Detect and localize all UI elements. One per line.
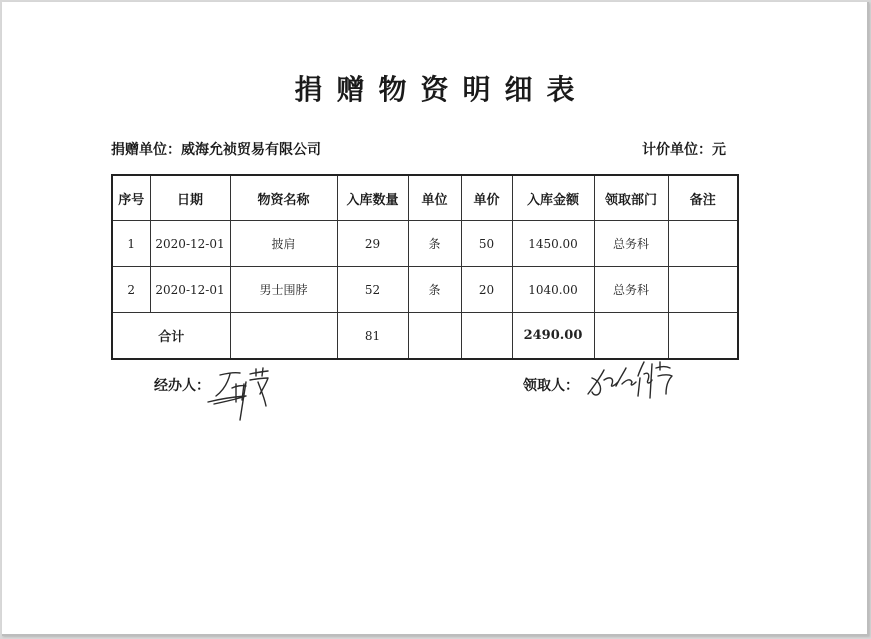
header-cell-item-name: 物资名称: [230, 175, 337, 221]
total-empty-cell: [230, 313, 337, 360]
table-header-row: [112, 175, 738, 221]
header-cell-unit: 单位: [408, 175, 461, 221]
price-unit-label: 计价单位：: [642, 142, 712, 158]
cell-amount: 1450.00: [512, 221, 594, 267]
header-cell-department: 领取部门: [594, 175, 668, 221]
handler-signature: [206, 366, 278, 422]
receiver-signature: [586, 356, 676, 404]
cell-unit-price: 20: [461, 267, 512, 313]
header-cell-amount: 入库金额: [512, 175, 594, 221]
cell-unit-price: 50: [461, 221, 512, 267]
cell-item-name: 披肩: [230, 221, 337, 267]
table-row: [112, 267, 738, 313]
header-cell-quantity: 入库数量: [337, 175, 408, 221]
header-cell-unit-price: 单价: [461, 175, 512, 221]
handler-label: 经办人：: [154, 378, 210, 394]
cell-item-name: 男士围脖: [230, 267, 337, 313]
price-unit-value: 元: [712, 142, 726, 158]
document-page: [2, 2, 869, 636]
total-amount: 2490.00: [512, 313, 594, 360]
receiver-label: 领取人：: [523, 378, 579, 394]
cell-quantity: 52: [337, 267, 408, 313]
donor-info: [111, 139, 321, 159]
total-label: 合计: [112, 313, 230, 360]
total-quantity: 81: [337, 313, 408, 360]
donor-label: 捐赠单位：: [111, 142, 181, 158]
donation-detail-table: [111, 174, 739, 360]
price-unit-info: [642, 139, 726, 159]
total-empty-cell: [594, 313, 668, 360]
cell-department: 总务科: [594, 267, 668, 313]
total-empty-cell: [461, 313, 512, 360]
header-cell-remarks: 备注: [668, 175, 738, 221]
table-row: [112, 221, 738, 267]
header-cell-index: 序号: [112, 175, 150, 221]
cell-unit: 条: [408, 221, 461, 267]
cell-amount: 1040.00: [512, 267, 594, 313]
total-empty-cell: [668, 313, 738, 360]
cell-unit: 条: [408, 267, 461, 313]
cell-remarks: [668, 267, 738, 313]
cell-date: 2020-12-01: [150, 221, 230, 267]
header-cell-date: 日期: [150, 175, 230, 221]
cell-remarks: [668, 221, 738, 267]
donor-name: 威海允祯贸易有限公司: [181, 142, 321, 158]
table-total-row: [112, 313, 738, 360]
cell-department: 总务科: [594, 221, 668, 267]
document-title: 捐赠物资明细表: [294, 73, 589, 106]
cell-quantity: 29: [337, 221, 408, 267]
cell-index: 1: [112, 221, 150, 267]
total-empty-cell: [408, 313, 461, 360]
cell-date: 2020-12-01: [150, 267, 230, 313]
cell-index: 2: [112, 267, 150, 313]
